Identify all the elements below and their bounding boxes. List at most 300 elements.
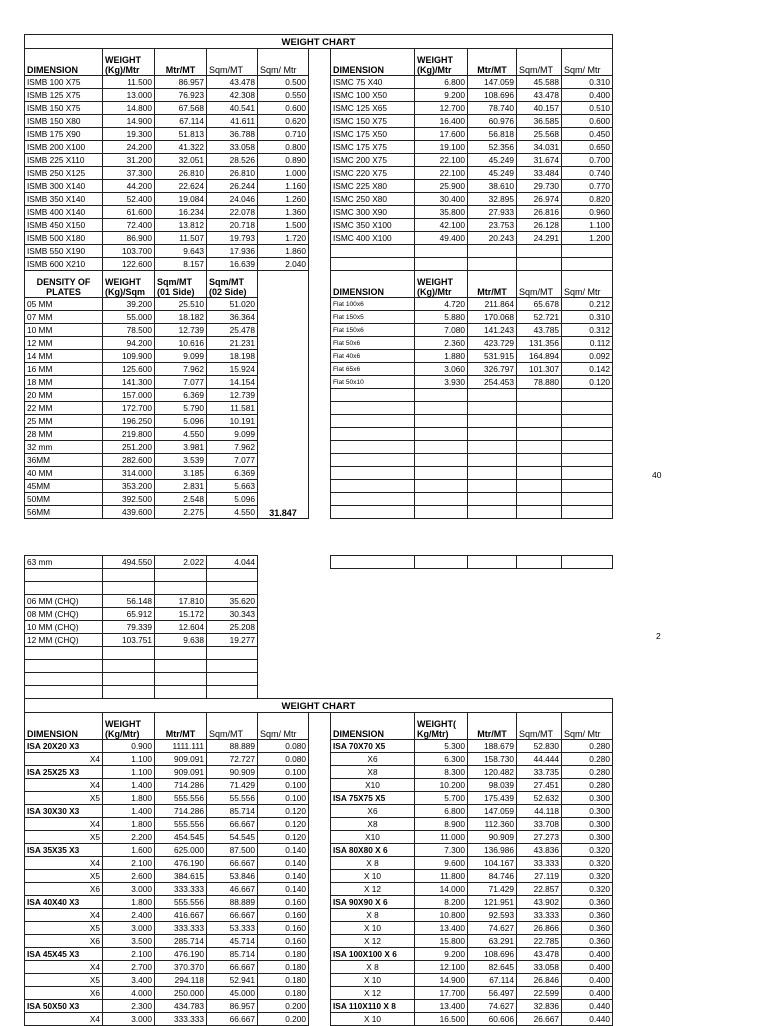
value-cell: 1.000 bbox=[258, 167, 309, 180]
value-cell: 40.541 bbox=[207, 102, 258, 115]
value-cell: 2.100 bbox=[103, 948, 155, 961]
value-cell: 33.333 bbox=[517, 857, 562, 870]
header-sqm-mt: Sqm/MT bbox=[517, 713, 562, 740]
value-cell: 8.200 bbox=[415, 896, 468, 909]
spacer-cell bbox=[309, 311, 331, 324]
value-cell: 67.114 bbox=[155, 115, 207, 128]
value-cell: 0.360 bbox=[562, 909, 613, 922]
value-cell: 6.300 bbox=[415, 753, 468, 766]
value-cell: 41.611 bbox=[207, 115, 258, 128]
empty-cell bbox=[415, 556, 468, 569]
empty-cell bbox=[562, 506, 613, 519]
dimension-cell: ISMC 75 X40 bbox=[331, 76, 415, 89]
blank-space bbox=[415, 582, 468, 595]
value-cell: 44.118 bbox=[517, 805, 562, 818]
value-cell: 211.864 bbox=[468, 298, 517, 311]
value-cell: 219.800 bbox=[103, 428, 155, 441]
blank-space bbox=[309, 634, 331, 647]
value-cell: 2.600 bbox=[103, 870, 155, 883]
value-cell: 3.500 bbox=[103, 935, 155, 948]
value-cell: 0.300 bbox=[562, 792, 613, 805]
empty-cell bbox=[331, 493, 415, 506]
blank-space bbox=[468, 673, 517, 686]
value-cell: 22.785 bbox=[517, 935, 562, 948]
empty-cell bbox=[415, 428, 468, 441]
value-cell: 0.100 bbox=[258, 792, 309, 805]
value-cell: 4.550 bbox=[207, 506, 258, 519]
dimension-cell: Flat 100x6 bbox=[331, 298, 415, 311]
value-cell: 109.900 bbox=[103, 350, 155, 363]
value-cell: 0.310 bbox=[562, 76, 613, 89]
header-weight-label: WEIGHT bbox=[417, 55, 453, 65]
dimension-cell: ISA 75X75 X5 bbox=[331, 792, 415, 805]
blank-space bbox=[562, 519, 613, 532]
dimension-cell: X5 bbox=[25, 870, 103, 883]
value-cell: 0.100 bbox=[258, 766, 309, 779]
empty-cell bbox=[562, 245, 613, 258]
plate-thickness-cell: 14 MM bbox=[25, 350, 103, 363]
blank-space bbox=[562, 686, 613, 699]
value-cell: 26.128 bbox=[517, 219, 562, 232]
value-cell: 0.400 bbox=[562, 961, 613, 974]
value-cell: 26.667 bbox=[517, 1013, 562, 1026]
blank-space bbox=[25, 531, 103, 543]
blank-space bbox=[207, 543, 258, 556]
value-cell: 1.800 bbox=[103, 792, 155, 805]
header-sqm-mt-two-side bbox=[207, 271, 258, 298]
value-cell: 0.160 bbox=[258, 909, 309, 922]
empty-cell bbox=[517, 245, 562, 258]
blank-space bbox=[468, 660, 517, 673]
empty-cell bbox=[331, 506, 415, 519]
dimension-cell: X 12 bbox=[331, 987, 415, 1000]
value-cell: 1.500 bbox=[258, 219, 309, 232]
blank-space bbox=[562, 595, 613, 608]
value-cell: 43.478 bbox=[517, 89, 562, 102]
value-cell: 17.700 bbox=[415, 987, 468, 1000]
table-row bbox=[25, 831, 613, 844]
empty-cell bbox=[415, 441, 468, 454]
empty-cell bbox=[155, 660, 207, 673]
spacer-cell bbox=[309, 141, 331, 154]
blank-space bbox=[331, 543, 415, 556]
empty-cell bbox=[103, 660, 155, 673]
dimension-cell: ISMC 175 X50 bbox=[331, 128, 415, 141]
value-cell: 0.180 bbox=[258, 974, 309, 987]
plate-thickness-cell: 45MM bbox=[25, 480, 103, 493]
spacer-cell bbox=[309, 467, 331, 480]
spacer-cell bbox=[309, 948, 331, 961]
spacer-cell bbox=[309, 298, 331, 311]
value-cell: 53.846 bbox=[207, 870, 258, 883]
spacer-cell bbox=[309, 337, 331, 350]
blank-space bbox=[468, 634, 517, 647]
empty-cell bbox=[468, 467, 517, 480]
spacer-cell bbox=[309, 271, 331, 298]
value-cell: 15.172 bbox=[155, 608, 207, 621]
value-cell: 1111.111 bbox=[155, 740, 207, 753]
value-cell: 60.976 bbox=[468, 115, 517, 128]
value-cell: 19.100 bbox=[415, 141, 468, 154]
value-cell: 0.300 bbox=[562, 831, 613, 844]
value-cell: 66.667 bbox=[207, 1013, 258, 1026]
dimension-cell: Flat 40x6 bbox=[331, 350, 415, 363]
value-cell: 0.320 bbox=[562, 857, 613, 870]
value-cell: 24.046 bbox=[207, 193, 258, 206]
value-cell: 122.600 bbox=[103, 258, 155, 271]
spacer-cell bbox=[309, 870, 331, 883]
value-cell: 0.120 bbox=[258, 805, 309, 818]
value-cell: 11.507 bbox=[155, 232, 207, 245]
dimension-cell: X8 bbox=[331, 818, 415, 831]
dimension-cell: ISA 25X25 X3 bbox=[25, 766, 103, 779]
blank-space bbox=[415, 686, 468, 699]
value-cell: 0.100 bbox=[258, 779, 309, 792]
value-cell: 28.526 bbox=[207, 154, 258, 167]
empty-cell bbox=[415, 402, 468, 415]
table-row bbox=[25, 298, 613, 311]
value-cell: 51.813 bbox=[155, 128, 207, 141]
value-cell: 0.092 bbox=[562, 350, 613, 363]
blank-space bbox=[309, 543, 331, 556]
empty-cell bbox=[415, 245, 468, 258]
plate-thickness-cell: 10 MM bbox=[25, 324, 103, 337]
value-cell: 9.200 bbox=[415, 948, 468, 961]
value-cell: 101.307 bbox=[517, 363, 562, 376]
value-cell: 44.200 bbox=[103, 180, 155, 193]
value-cell: 42.100 bbox=[415, 219, 468, 232]
value-cell: 196.250 bbox=[103, 415, 155, 428]
plates-extra-cell: 31.847 bbox=[258, 271, 309, 519]
value-cell: 74.627 bbox=[468, 922, 517, 935]
value-cell: 0.620 bbox=[258, 115, 309, 128]
empty-cell bbox=[562, 454, 613, 467]
dimension-cell: X 10 bbox=[331, 1013, 415, 1026]
blank-space bbox=[258, 543, 309, 556]
value-cell: 22.624 bbox=[155, 180, 207, 193]
value-cell: 52.632 bbox=[517, 792, 562, 805]
value-cell: 3.539 bbox=[155, 454, 207, 467]
dimension-cell: ISMC 220 X75 bbox=[331, 167, 415, 180]
dimension-cell: X 10 bbox=[331, 974, 415, 987]
plate-thickness-cell: 06 MM (CHQ) bbox=[25, 595, 103, 608]
value-cell: 0.280 bbox=[562, 753, 613, 766]
value-cell: 108.696 bbox=[468, 948, 517, 961]
header-sqm-unit: (02 Side) bbox=[209, 287, 247, 297]
spacer-cell bbox=[309, 49, 331, 76]
value-cell: 16.400 bbox=[415, 115, 468, 128]
dimension-cell: ISA 90X90 X 6 bbox=[331, 896, 415, 909]
header-dimension: DIMENSION bbox=[331, 271, 415, 298]
value-cell: 12.100 bbox=[415, 961, 468, 974]
spacer-cell bbox=[309, 480, 331, 493]
value-cell: 0.120 bbox=[258, 831, 309, 844]
empty-cell bbox=[155, 569, 207, 582]
value-cell: 1.400 bbox=[103, 805, 155, 818]
plate-thickness-cell: 12 MM (CHQ) bbox=[25, 634, 103, 647]
empty-cell bbox=[331, 402, 415, 415]
header-weight-label: WEIGHT bbox=[105, 719, 141, 729]
empty-cell bbox=[468, 402, 517, 415]
value-cell: 49.400 bbox=[415, 232, 468, 245]
dimension-cell: X4 bbox=[25, 909, 103, 922]
value-cell: 16.234 bbox=[155, 206, 207, 219]
value-cell: 3.000 bbox=[103, 922, 155, 935]
empty-cell bbox=[331, 389, 415, 402]
value-cell: 6.800 bbox=[415, 805, 468, 818]
value-cell: 7.080 bbox=[415, 324, 468, 337]
blank-space bbox=[468, 569, 517, 582]
value-cell: 34.031 bbox=[517, 141, 562, 154]
header-sqm-mt: Sqm/MT bbox=[517, 49, 562, 76]
table-row bbox=[25, 948, 613, 961]
dimension-cell: ISMC 125 X65 bbox=[331, 102, 415, 115]
value-cell: 0.212 bbox=[562, 298, 613, 311]
value-cell: 43.836 bbox=[517, 844, 562, 857]
value-cell: 0.140 bbox=[258, 870, 309, 883]
header-weight-unit: (Kg)/Mtr bbox=[105, 65, 140, 75]
value-cell: 0.510 bbox=[562, 102, 613, 115]
plate-thickness-cell: 16 MM bbox=[25, 363, 103, 376]
value-cell: 45.588 bbox=[517, 76, 562, 89]
blank-space bbox=[562, 673, 613, 686]
dimension-cell: ISMB 500 X180 bbox=[25, 232, 103, 245]
value-cell: 20.243 bbox=[468, 232, 517, 245]
header-dimension: DIMENSION bbox=[331, 49, 415, 76]
value-cell: 22.857 bbox=[517, 883, 562, 896]
empty-cell bbox=[207, 660, 258, 673]
value-cell: 1.800 bbox=[103, 818, 155, 831]
value-cell: 86.957 bbox=[155, 76, 207, 89]
empty-cell bbox=[415, 467, 468, 480]
value-cell: 86.900 bbox=[103, 232, 155, 245]
header-weight-label: WEIGHT( bbox=[417, 719, 456, 729]
value-cell: 13.400 bbox=[415, 1000, 468, 1013]
dimension-cell: ISMB 125 X75 bbox=[25, 89, 103, 102]
value-cell: 0.960 bbox=[562, 206, 613, 219]
empty-cell bbox=[25, 647, 103, 660]
blank-space bbox=[258, 569, 309, 582]
dimension-cell: ISA 110X110 X 8 bbox=[331, 1000, 415, 1013]
value-cell: 1.100 bbox=[103, 766, 155, 779]
value-cell: 15.924 bbox=[207, 363, 258, 376]
blank-space bbox=[258, 621, 309, 634]
value-cell: 72.400 bbox=[103, 219, 155, 232]
value-cell: 0.160 bbox=[258, 896, 309, 909]
header-weight bbox=[103, 49, 155, 76]
header-weight-label: WEIGHT bbox=[417, 277, 453, 287]
value-cell: 11.500 bbox=[103, 76, 155, 89]
value-cell: 71.429 bbox=[468, 883, 517, 896]
dimension-cell: Flat 50x6 bbox=[331, 337, 415, 350]
empty-cell bbox=[103, 647, 155, 660]
spacer-cell bbox=[309, 154, 331, 167]
value-cell: 10.616 bbox=[155, 337, 207, 350]
spacer-cell bbox=[309, 402, 331, 415]
empty-cell bbox=[155, 686, 207, 699]
value-cell: 43.785 bbox=[517, 324, 562, 337]
value-cell: 121.951 bbox=[468, 896, 517, 909]
dimension-cell: X5 bbox=[25, 974, 103, 987]
value-cell: 26.810 bbox=[155, 167, 207, 180]
dimension-cell: ISA 100X100 X 6 bbox=[331, 948, 415, 961]
empty-cell bbox=[562, 428, 613, 441]
plate-thickness-cell: 56MM bbox=[25, 506, 103, 519]
value-cell: 0.440 bbox=[562, 1013, 613, 1026]
value-cell: 314.000 bbox=[103, 467, 155, 480]
value-cell: 3.930 bbox=[415, 376, 468, 389]
value-cell: 555.556 bbox=[155, 792, 207, 805]
empty-cell bbox=[562, 556, 613, 569]
side-number-2: 2 bbox=[656, 631, 661, 641]
table-row bbox=[25, 987, 613, 1000]
value-cell: 10.191 bbox=[207, 415, 258, 428]
value-cell: 0.140 bbox=[258, 844, 309, 857]
value-cell: 141.300 bbox=[103, 376, 155, 389]
value-cell: 1.260 bbox=[258, 193, 309, 206]
value-cell: 33.333 bbox=[517, 909, 562, 922]
empty-cell bbox=[468, 258, 517, 271]
dimension-cell: ISMB 200 X100 bbox=[25, 141, 103, 154]
blank-space bbox=[517, 531, 562, 543]
blank-space bbox=[155, 543, 207, 556]
header-sqm-mtr: Sqm/ Mtr bbox=[258, 49, 309, 76]
spacer-cell bbox=[309, 493, 331, 506]
table-row bbox=[25, 363, 613, 376]
header-dimension: DIMENSION bbox=[331, 713, 415, 740]
table-row bbox=[25, 480, 613, 493]
empty-cell bbox=[207, 647, 258, 660]
value-cell: 18.182 bbox=[155, 311, 207, 324]
value-cell: 2.360 bbox=[415, 337, 468, 350]
header-mtr-mt: Mtr/MT bbox=[155, 713, 207, 740]
value-cell: 25.568 bbox=[517, 128, 562, 141]
blank-space bbox=[258, 660, 309, 673]
table-row bbox=[25, 595, 613, 608]
value-cell: 0.300 bbox=[562, 805, 613, 818]
header-mtr-mt: Mtr/MT bbox=[468, 49, 517, 76]
value-cell: 14.900 bbox=[103, 115, 155, 128]
empty-cell bbox=[103, 582, 155, 595]
value-cell: 2.100 bbox=[103, 857, 155, 870]
value-cell: 251.200 bbox=[103, 441, 155, 454]
value-cell: 22.100 bbox=[415, 167, 468, 180]
value-cell: 0.120 bbox=[562, 376, 613, 389]
header-sqm-mt: Sqm/MT bbox=[207, 713, 258, 740]
value-cell: 5.790 bbox=[155, 402, 207, 415]
blank-space bbox=[468, 519, 517, 532]
value-cell: 333.333 bbox=[155, 883, 207, 896]
header-sqm-label: Sqm/MT bbox=[157, 277, 192, 287]
dimension-cell: Flat 150x5 bbox=[331, 311, 415, 324]
empty-cell bbox=[331, 454, 415, 467]
value-cell: 55.556 bbox=[207, 792, 258, 805]
blank-space bbox=[25, 543, 103, 556]
blank-space bbox=[562, 621, 613, 634]
blank-space bbox=[562, 582, 613, 595]
value-cell: 1.720 bbox=[258, 232, 309, 245]
spacer-cell bbox=[309, 935, 331, 948]
empty-cell bbox=[207, 673, 258, 686]
dimension-cell: ISMC 400 X100 bbox=[331, 232, 415, 245]
table-row bbox=[25, 922, 613, 935]
blank-space bbox=[468, 647, 517, 660]
value-cell: 85.714 bbox=[207, 805, 258, 818]
blank-space bbox=[258, 647, 309, 660]
blank-space bbox=[331, 531, 415, 543]
header-mtr-mt: Mtr/MT bbox=[468, 713, 517, 740]
value-cell: 33.058 bbox=[207, 141, 258, 154]
value-cell: 10.800 bbox=[415, 909, 468, 922]
value-cell: 3.000 bbox=[103, 883, 155, 896]
empty-cell bbox=[331, 441, 415, 454]
table-row bbox=[25, 389, 613, 402]
weight-chart-table bbox=[24, 34, 613, 1026]
spacer-cell bbox=[309, 831, 331, 844]
table-row bbox=[25, 232, 613, 245]
empty-cell bbox=[25, 660, 103, 673]
blank-space bbox=[331, 673, 415, 686]
value-cell: 16.639 bbox=[207, 258, 258, 271]
blank-space bbox=[562, 647, 613, 660]
value-cell: 1.880 bbox=[415, 350, 468, 363]
value-cell: 103.751 bbox=[103, 634, 155, 647]
spacer-cell bbox=[309, 258, 331, 271]
value-cell: 52.400 bbox=[103, 193, 155, 206]
value-cell: 37.300 bbox=[103, 167, 155, 180]
value-cell: 25.510 bbox=[155, 298, 207, 311]
value-cell: 30.400 bbox=[415, 193, 468, 206]
table-row bbox=[25, 415, 613, 428]
blank-space bbox=[331, 519, 415, 532]
plate-thickness-cell: 07 MM bbox=[25, 311, 103, 324]
value-cell: 5.096 bbox=[207, 493, 258, 506]
spacer-cell bbox=[309, 766, 331, 779]
value-cell: 909.091 bbox=[155, 753, 207, 766]
dimension-cell: X6 bbox=[331, 753, 415, 766]
table-row bbox=[25, 818, 613, 831]
value-cell: 98.039 bbox=[468, 779, 517, 792]
dimension-cell: ISMB 350 X140 bbox=[25, 193, 103, 206]
empty-cell bbox=[562, 441, 613, 454]
value-cell: 12.700 bbox=[415, 102, 468, 115]
value-cell: 454.545 bbox=[155, 831, 207, 844]
spacer-cell bbox=[309, 128, 331, 141]
value-cell: 333.333 bbox=[155, 1013, 207, 1026]
empty-cell bbox=[562, 389, 613, 402]
value-cell: 0.440 bbox=[562, 1000, 613, 1013]
dimension-cell: ISA 35X35 X3 bbox=[25, 844, 103, 857]
value-cell: 33.708 bbox=[517, 818, 562, 831]
spacer-cell bbox=[309, 219, 331, 232]
value-cell: 1.100 bbox=[562, 219, 613, 232]
value-cell: 8.300 bbox=[415, 766, 468, 779]
value-cell: 51.020 bbox=[207, 298, 258, 311]
blank-space bbox=[258, 595, 309, 608]
dimension-cell: ISMB 150 X75 bbox=[25, 102, 103, 115]
value-cell: 27.451 bbox=[517, 779, 562, 792]
table-row bbox=[25, 441, 613, 454]
table-row bbox=[25, 428, 613, 441]
plate-thickness-cell: 20 MM bbox=[25, 389, 103, 402]
spacer-cell bbox=[309, 115, 331, 128]
value-cell: 90.909 bbox=[207, 766, 258, 779]
value-cell: 42.308 bbox=[207, 89, 258, 102]
value-cell: 88.889 bbox=[207, 896, 258, 909]
empty-cell bbox=[25, 686, 103, 699]
value-cell: 35.620 bbox=[207, 595, 258, 608]
dimension-cell: ISMB 225 X110 bbox=[25, 154, 103, 167]
